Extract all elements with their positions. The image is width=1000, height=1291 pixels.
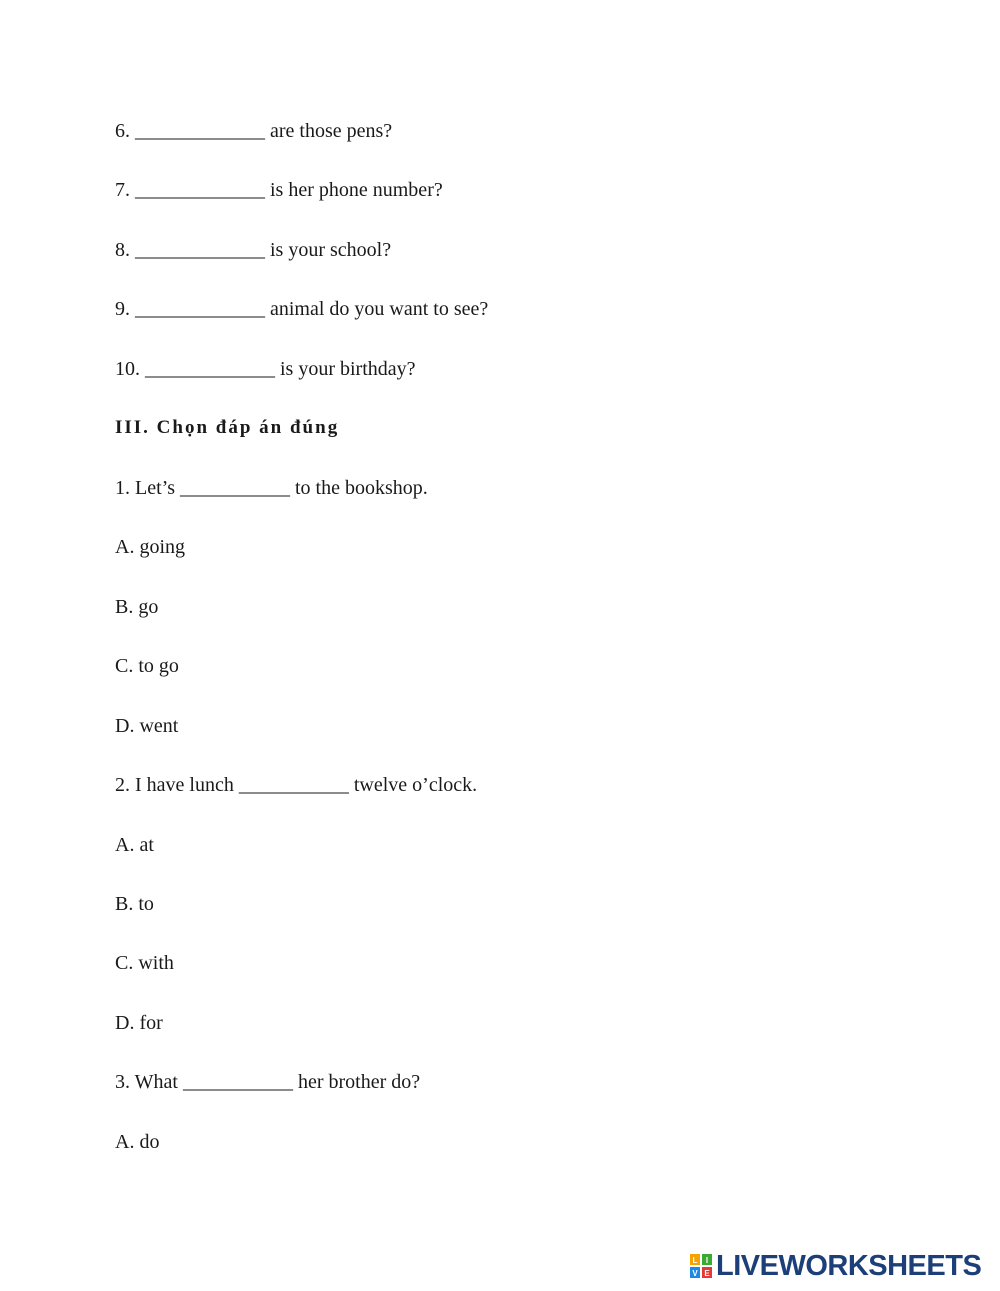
svg-text:V: V bbox=[692, 1269, 698, 1278]
logo-text: LIVEWORKSHEETS bbox=[716, 1250, 982, 1282]
svg-text:I: I bbox=[705, 1256, 709, 1265]
svg-text:E: E bbox=[704, 1269, 710, 1278]
mc-q1-option-c: C. to go bbox=[115, 655, 179, 677]
mc-q1-option-a: A. going bbox=[115, 536, 185, 558]
mc-q2-option-c: C. with bbox=[115, 952, 174, 974]
mc-question-2: 2. I have lunch ___________ twelve o’clock. bbox=[115, 774, 478, 796]
question-9: 9. _____________ animal do you want to see? bbox=[115, 298, 489, 320]
mc-q2-option-d: D. for bbox=[115, 1012, 163, 1034]
question-10: 10. _____________ is your birthday? bbox=[115, 358, 416, 380]
mc-q1-option-b: B. go bbox=[115, 596, 159, 618]
mc-question-1: 1. Let’s ___________ to the bookshop. bbox=[115, 477, 428, 499]
mc-q1-option-d: D. went bbox=[115, 715, 179, 737]
question-6: 6. _____________ are those pens? bbox=[115, 120, 393, 142]
question-7: 7. _____________ is her phone number? bbox=[115, 179, 443, 201]
mc-q3-option-a: A. do bbox=[115, 1131, 160, 1153]
svg-text:L: L bbox=[692, 1256, 698, 1265]
mc-question-3: 3. What ___________ her brother do? bbox=[115, 1071, 421, 1093]
mc-q2-option-a: A. at bbox=[115, 834, 154, 856]
question-8: 8. _____________ is your school? bbox=[115, 239, 392, 261]
liveworksheets-mark-icon bbox=[690, 1254, 712, 1278]
mc-q2-option-b: B. to bbox=[115, 893, 154, 915]
liveworksheets-logo bbox=[690, 1251, 981, 1281]
section-heading: III. Chọn đáp án đúng bbox=[115, 417, 340, 438]
